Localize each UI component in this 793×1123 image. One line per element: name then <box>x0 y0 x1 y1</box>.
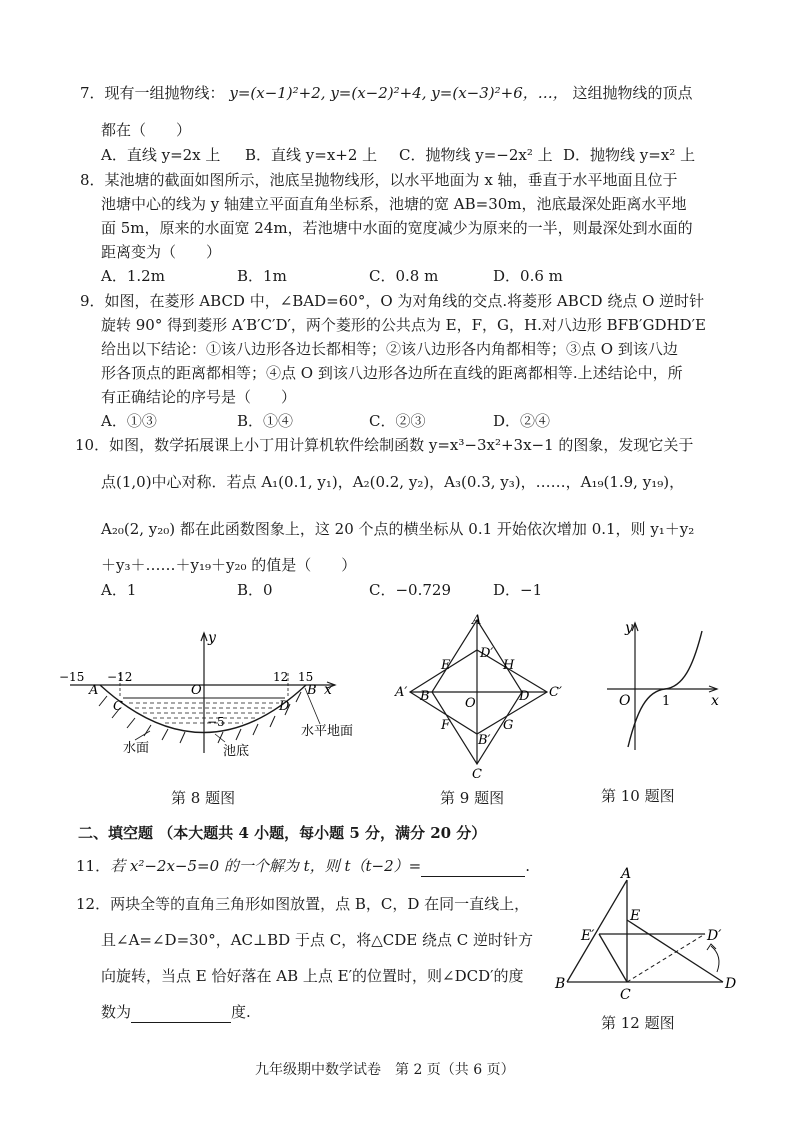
q8-text-2: 池塘中心的线为 y 轴建立平面直角坐标系，池塘的宽 AB=30m，池底最深处距离水平地 <box>101 195 687 213</box>
q10-text-3: A₂₀(2, y₂₀) 都在此函数图象上，这 20 个点的横坐标从 0.1 开始依次增加 0.1，则 y₁＋y₂ <box>101 520 695 538</box>
fig10-caption: 第 10 题图 <box>601 787 675 805</box>
q8-line1 <box>80 170 678 190</box>
q7-option-b: B．直线 y=x+2 上 <box>245 146 378 164</box>
fig9-point-d: D <box>519 689 530 704</box>
page-footer: 九年级期中数学试卷 第 2 页（共 6 页） <box>255 1062 515 1078</box>
fig8-point-b: B <box>307 683 317 698</box>
fig9-caption: 第 9 题图 <box>440 789 505 807</box>
fig8-tick-m15: −15 <box>59 670 85 684</box>
q9-option-a: A．①③ <box>101 412 157 430</box>
q7-line2: 都在（ ） <box>101 121 192 139</box>
fig8-tick-15: 15 <box>298 670 314 684</box>
q12-text-2: 且∠A=∠D=30°，AC⊥BD 于点 C，将△CDE 绕点 C 逆时针方 <box>101 931 533 949</box>
q7-formula: y=(x−1)²+2, y=(x−2)²+4, y=(x−3)²+6，…， <box>229 84 568 102</box>
q9-text-5: 有正确结论的序号是（ ） <box>101 388 297 406</box>
q9-option-c: C．②③ <box>369 412 426 430</box>
fig12-caption: 第 12 题图 <box>601 1014 675 1032</box>
q11-end: . <box>525 857 530 875</box>
fig9-point-b1: B′ <box>478 733 491 748</box>
fig8-y-label: y <box>208 630 216 646</box>
fig9-point-f: F <box>441 718 451 733</box>
q11-line <box>76 856 530 877</box>
q11-text: 若 x²−2x−5=0 的一个解为 t，则 t（t−2）= <box>110 857 422 875</box>
fig12-point-d: D <box>725 976 737 992</box>
fig12-point-e1: E′ <box>581 928 595 944</box>
q10-text-1: 如图，数学拓展课上小丁用计算机软件绘制函数 y=x³−3x²+3x−1 的图象，发现它关于 <box>109 436 694 454</box>
q10-line1 <box>75 435 693 455</box>
q12-number: 12． <box>76 895 111 913</box>
figure-12-triangles <box>555 868 740 1003</box>
q9-line1 <box>80 291 704 311</box>
q12-text-5: 度. <box>231 1003 251 1021</box>
fig9-point-b: B <box>420 689 430 704</box>
fig8-note-ground: 水平地面 <box>301 724 354 739</box>
q12-line1 <box>76 894 529 914</box>
fig9-point-h: H <box>503 658 515 673</box>
fig8-point-d: D <box>279 699 290 714</box>
fig9-point-o: O <box>465 696 476 711</box>
fig8-depth-label: −5 <box>207 715 225 729</box>
q10-number: 10． <box>75 436 110 454</box>
q11-answer-blank[interactable] <box>421 856 525 877</box>
q8-option-d: D．0.6 m <box>493 267 563 285</box>
fig8-point-c: C <box>113 699 123 714</box>
fig9-point-g: G <box>503 718 514 733</box>
fig8-note-water: 水面 <box>123 741 150 756</box>
fig10-tick-1: 1 <box>662 694 671 709</box>
q10-text-4: ＋y₃＋……＋y₁₉＋y₂₀ 的值是（ ） <box>101 556 357 574</box>
q9-option-b: B．①④ <box>237 412 294 430</box>
fig8-x-label: x <box>324 682 332 698</box>
q7-option-c: C．抛物线 y=−2x² 上 <box>399 146 553 164</box>
fig12-point-a: A <box>621 866 632 882</box>
fig12-point-d1: D′ <box>707 928 722 944</box>
fig8-caption: 第 8 题图 <box>171 789 236 807</box>
q8-text-4: 距离变为（ ） <box>101 243 222 261</box>
q12-text-1: 两块全等的直角三角形如图放置，点 B，C，D 在同一直线上， <box>110 895 530 913</box>
fig8-origin-label: O <box>191 683 202 698</box>
figure-10-cubic <box>595 615 725 755</box>
q8-option-a: A．1.2m <box>101 267 165 285</box>
q7-pre: 现有一组抛物线： <box>104 84 225 102</box>
q7-number: 7． <box>80 84 105 102</box>
fig9-point-a1: A′ <box>395 685 408 700</box>
fig12-side-cd1 <box>627 934 705 982</box>
q9-text-1: 如图，在菱形 ABCD 中，∠BAD=60°，O 为对角线的交点.将菱形 ABCD 绕点 O 逆时针 <box>104 292 705 310</box>
q9-text-2: 旋转 90° 得到菱形 A′B′C′D′，两个菱形的公共点为 E，F，G，H.对八边形 BFB′GDHD′E <box>101 316 706 334</box>
fig9-point-e: E <box>441 658 451 673</box>
q11-number: 11． <box>76 857 111 875</box>
q8-option-b: B．1m <box>237 267 287 285</box>
fig10-x-label: x <box>711 693 719 709</box>
q8-option-c: C．0.8 m <box>369 267 439 285</box>
figure-9-rhombus <box>395 612 570 782</box>
q9-number: 9． <box>80 292 105 310</box>
q10-option-c: C．−0.729 <box>369 581 451 599</box>
q12-line4 <box>101 1002 251 1023</box>
fig12-point-b: B <box>555 976 566 992</box>
fig12-point-c: C <box>620 987 631 1003</box>
fig12-rotation-arc <box>711 946 719 972</box>
fig9-point-c1: C′ <box>549 685 562 700</box>
q8-text-1: 某池塘的截面如图所示，池底呈抛物线形，以水平地面为 x 轴，垂直于水平地面且位于 <box>104 171 678 189</box>
fig9-point-d1: D′ <box>480 646 494 661</box>
fig8-ground-hatch <box>99 692 301 743</box>
q8-number: 8． <box>80 171 105 189</box>
figure-8-pond <box>59 628 354 763</box>
fig12-point-e: E <box>630 908 641 924</box>
fig9-point-a: A <box>472 613 482 628</box>
q12-answer-blank[interactable] <box>131 1002 231 1023</box>
fig8-note-bottom: 池底 <box>223 744 250 759</box>
q12-text-4: 数为 <box>101 1003 132 1021</box>
q10-text-2: 点(1,0)中心对称．若点 A₁(0.1, y₁)，A₂(0.2, y₂)，A₃(0.3, y₃)，……，A₁₉(1.9, y₁₉)， <box>101 473 685 491</box>
fig8-tick-12: 12 <box>273 670 289 684</box>
fig10-origin-label: O <box>619 693 631 709</box>
fig9-point-c: C <box>472 767 482 782</box>
q7-option-a: A．直线 y=2x 上 <box>101 146 221 164</box>
fig8-tick-m12: −12 <box>107 670 133 684</box>
q7-post: 这组抛物线的顶点 <box>572 84 693 102</box>
q10-option-a: A．1 <box>101 581 137 599</box>
q9-text-4: 形各顶点的距离都相等；④点 O 到该八边形各边所在直线的距离都相等.上述结论中，所 <box>101 364 683 382</box>
fig12-side-ce1 <box>599 934 627 982</box>
q8-text-3: 面 5m，原来的水面宽 24m，若池塘中水面的宽度减少为原来的一半，则最深处到水面的 <box>101 219 693 237</box>
q9-option-d: D．②④ <box>493 412 551 430</box>
q7-line1 <box>80 83 693 103</box>
q9-text-3: 给出以下结论：①该八边形各边长都相等；②该八边形各内角都相等；③点 O 到该八边 <box>101 340 678 358</box>
q12-text-3: 向旋转，当点 E 恰好落在 AB 上点 E′的位置时，则∠DCD′的度 <box>101 967 524 985</box>
fig8-pond-bottom <box>100 685 306 733</box>
fig8-point-a: A <box>89 683 99 698</box>
q10-option-b: B．0 <box>237 581 273 599</box>
fig10-y-label: y <box>625 620 633 636</box>
q7-option-d: D．抛物线 y=x² 上 <box>563 146 696 164</box>
section-2-heading: 二、填空题 （本大题共 4 小题，每小题 5 分，满分 20 分） <box>78 824 487 842</box>
q10-option-d: D．−1 <box>493 581 543 599</box>
